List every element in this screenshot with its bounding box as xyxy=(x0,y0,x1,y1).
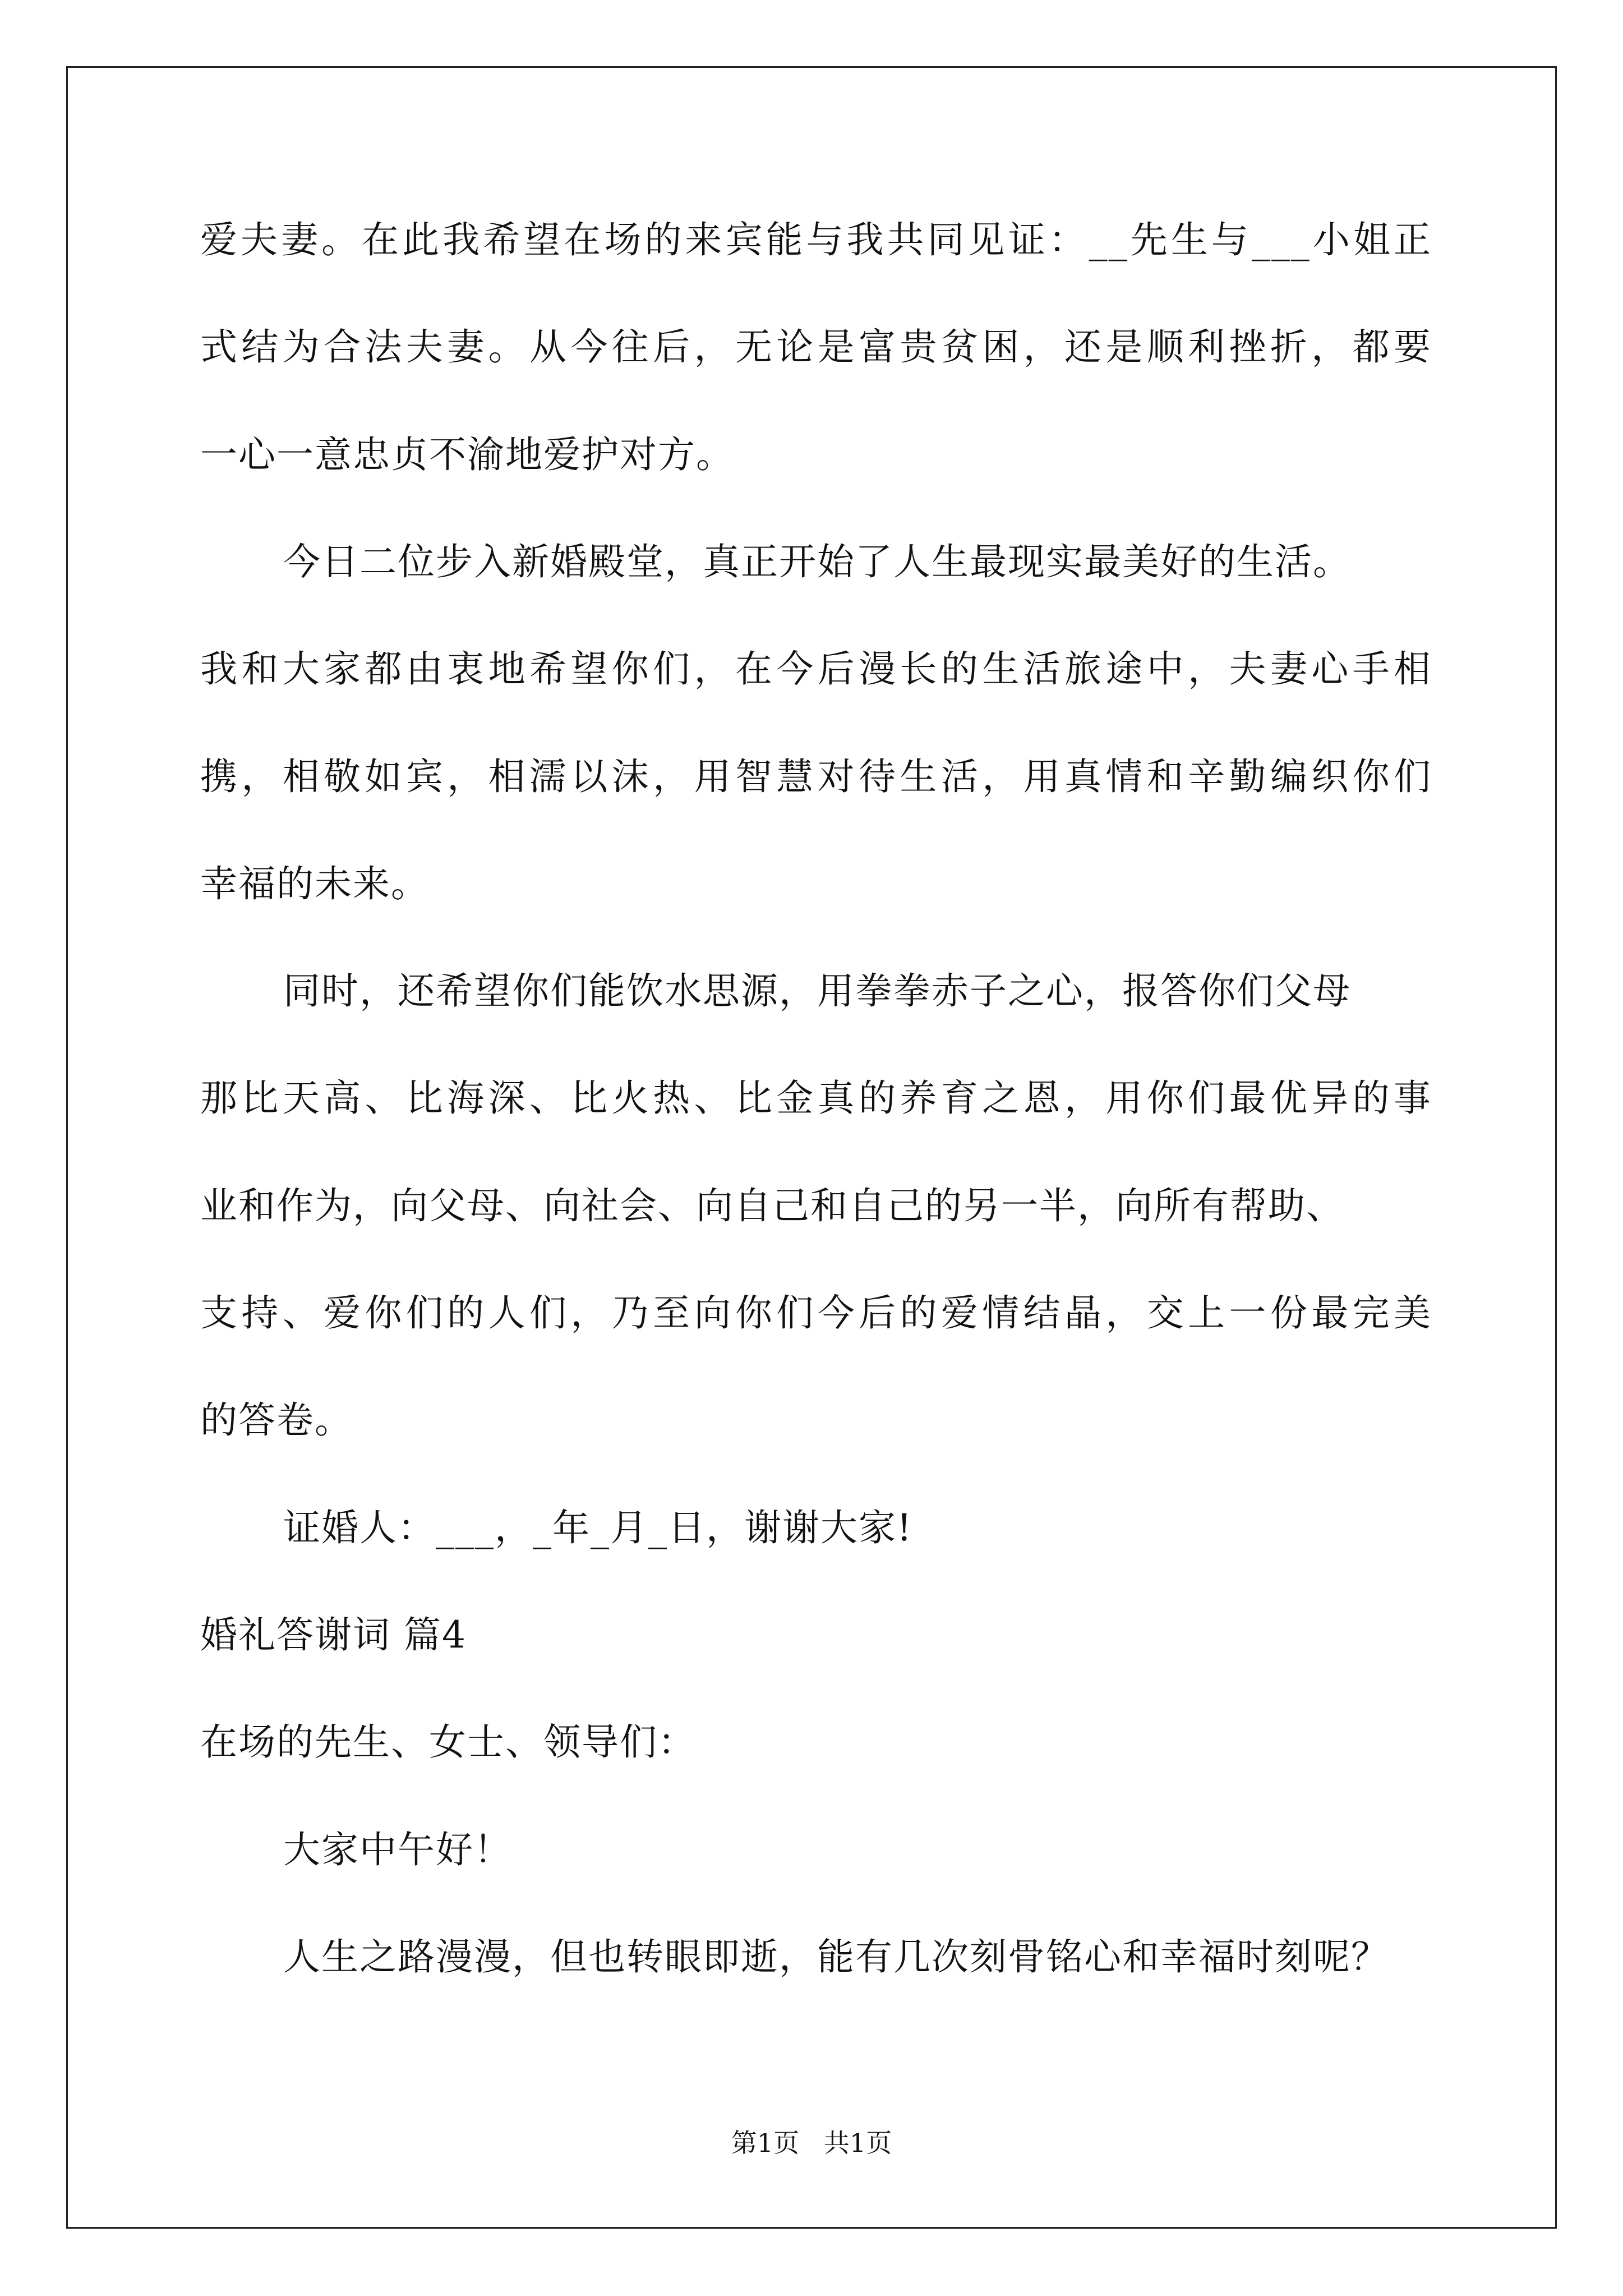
paragraph-line: 的答卷。 xyxy=(200,1398,353,1442)
paragraph-line: 业和作为，向父母、向社会、向自己和自己的另一半，向所有帮助、 xyxy=(200,1184,1344,1227)
paragraph-line: 人生之路漫漫，但也转眼即逝，能有几次刻骨铭心和幸福时刻呢？ xyxy=(283,1935,1389,1978)
paragraph-line: 今日二位步入新婚殿堂，真正开始了人生最现实最美好的生活。 xyxy=(283,540,1351,583)
paragraph-line: 幸福的未来。 xyxy=(200,862,429,905)
paragraph-line: 一心一意忠贞不渝地爱护对方。 xyxy=(200,433,734,476)
page-border xyxy=(66,66,1557,2229)
paragraph-line: 式结为合法夫妻。从今往后，无论是富贵贫困，还是顺利挫折，都要 xyxy=(200,325,1432,369)
section-heading: 婚礼答谢词 篇4 xyxy=(200,1613,467,1657)
paragraph-line: 我和大家都由衷地希望你们，在今后漫长的生活旅途中，夫妻心手相 xyxy=(200,647,1432,691)
salutation: 在场的先生、女士、领导们： xyxy=(200,1720,696,1764)
signature-line: 证婚人：___，_年_月_日，谢谢大家! xyxy=(283,1506,913,1549)
paragraph-line: 支持、爱你们的人们，乃至向你们今后的爱情结晶，交上一份最完美 xyxy=(200,1291,1432,1335)
paragraph-line: 携，相敬如宾，相濡以沫，用智慧对待生活，用真情和辛勤编织你们 xyxy=(200,755,1432,798)
paragraph-line: 同时，还希望你们能饮水思源，用拳拳赤子之心，报答你们父母 xyxy=(283,969,1351,1013)
paragraph-line: 爱夫妻。在此我希望在场的来宾能与我共同见证：__先生与___小姐正 xyxy=(200,218,1432,261)
page-footer: 第1页 共1页 xyxy=(731,2128,892,2158)
greeting: 大家中午好！ xyxy=(283,1828,512,1871)
paragraph-line: 那比天高、比海深、比火热、比金真的养育之恩，用你们最优异的事 xyxy=(200,1076,1432,1120)
